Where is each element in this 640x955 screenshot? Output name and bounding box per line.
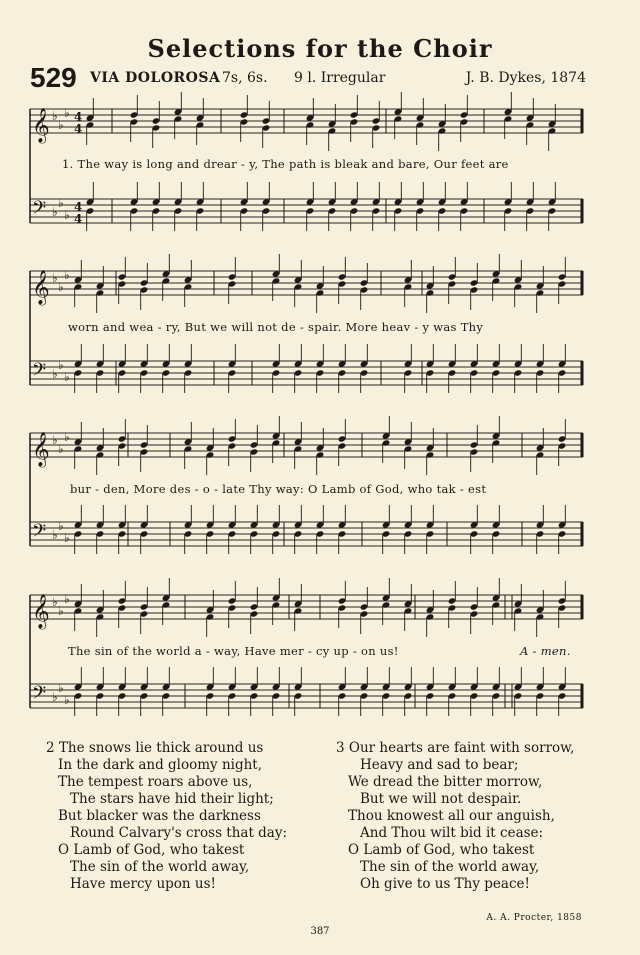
- stanza-line: Round Calvary's cross that day:: [70, 825, 288, 841]
- flat-icon: ♭: [64, 370, 70, 384]
- hymn-number: 529: [30, 62, 77, 93]
- meter: 7s, 6s.: [222, 70, 268, 86]
- bass-clef-icon: 𝄢: [32, 521, 47, 546]
- flat-icon: ♭: [52, 595, 58, 609]
- flat-icon: ♭: [52, 271, 58, 285]
- stanza-line: But we will not despair.: [360, 791, 522, 807]
- time-signature-top: 4: [74, 200, 83, 214]
- flat-icon: ♭: [52, 690, 58, 704]
- stanza-line: Oh give to us Thy peace!: [360, 876, 530, 892]
- flat-icon: ♭: [64, 693, 70, 707]
- flat-icon: ♭: [52, 367, 58, 381]
- lyric-line-1: 1. The way is long and drear - y, The path is bleak and bare, Our feet are: [62, 157, 509, 171]
- flat-icon: ♭: [64, 268, 70, 282]
- flat-icon: ♭: [64, 592, 70, 606]
- stanza-line: Heavy and sad to bear;: [360, 757, 519, 773]
- stanza-line: And Thou wilt bid it cease:: [360, 825, 544, 841]
- flat-icon: ♭: [58, 519, 64, 533]
- page-title: Selections for the Choir: [147, 34, 493, 63]
- stanza-line: 3 Our hearts are faint with sorrow,: [336, 740, 575, 756]
- flat-icon: ♭: [58, 358, 64, 372]
- stanza-line: But blacker was the darkness: [58, 808, 261, 824]
- flat-icon: ♭: [64, 106, 70, 120]
- stanza-3: [336, 740, 574, 893]
- flat-icon: ♭: [58, 118, 64, 132]
- time-signature-top: 4: [74, 110, 83, 124]
- stanza-line: The tempest roars above us,: [58, 774, 253, 790]
- composer: J. B. Dykes, 1874: [465, 70, 586, 86]
- stanza-line: The sin of the world away,: [360, 859, 540, 875]
- stanza-line: O Lamb of God, who takest: [58, 842, 245, 858]
- time-signature-bottom: 4: [74, 212, 83, 226]
- flat-icon: ♭: [58, 280, 64, 294]
- stanza-line: Have mercy upon us!: [70, 876, 216, 892]
- bass-clef-icon: 𝄢: [32, 198, 47, 223]
- stanza-line: The stars have hid their light;: [70, 791, 274, 807]
- flat-icon: ♭: [58, 604, 64, 618]
- flat-icon: ♭: [52, 433, 58, 447]
- author-credit: A. A. Procter, 1858: [486, 913, 582, 923]
- lyric-line-4: The sin of the world a - way, Have mer - cy up - on us!: [68, 644, 399, 658]
- lyric-line-3: bur - den, More des - o - late Thy way: O Lamb of God, who tak - est: [70, 482, 487, 496]
- flat-icon: ♭: [58, 681, 64, 695]
- flat-icon: ♭: [64, 430, 70, 444]
- flat-icon: ♭: [52, 205, 58, 219]
- stanza-line: Thou knowest all our anguish,: [348, 808, 555, 824]
- treble-clef-icon: 𝄞: [32, 594, 50, 629]
- stanza-line: O Lamb of God, who takest: [348, 842, 535, 858]
- stanza-line: In the dark and gloomy night,: [58, 757, 263, 773]
- flat-icon: ♭: [52, 109, 58, 123]
- tune-name: VIA DOLOROSA: [90, 70, 221, 86]
- amen-label: A - men.: [520, 644, 571, 658]
- treble-clef-icon: 𝄞: [32, 108, 50, 143]
- flat-icon: ♭: [64, 208, 70, 222]
- meter-type: 9 l. Irregular: [294, 70, 386, 86]
- bass-clef-icon: 𝄢: [32, 360, 47, 385]
- flat-icon: ♭: [58, 196, 64, 210]
- treble-clef-icon: 𝄞: [32, 432, 50, 467]
- flat-icon: ♭: [64, 531, 70, 545]
- stanza-line: The sin of the world away,: [70, 859, 250, 875]
- lyric-line-2: worn and wea - ry, But we will not de - spair. More heav - y was Thy: [68, 320, 484, 334]
- flat-icon: ♭: [52, 528, 58, 542]
- stanza-line: We dread the bitter morrow,: [348, 774, 543, 790]
- treble-clef-icon: 𝄞: [32, 270, 50, 305]
- time-signature-bottom: 4: [74, 122, 83, 136]
- bass-clef-icon: 𝄢: [32, 683, 47, 708]
- page-number: 387: [310, 926, 330, 937]
- stanza-2: [46, 740, 287, 893]
- stanza-line: 2 The snows lie thick around us: [46, 740, 264, 756]
- flat-icon: ♭: [58, 442, 64, 456]
